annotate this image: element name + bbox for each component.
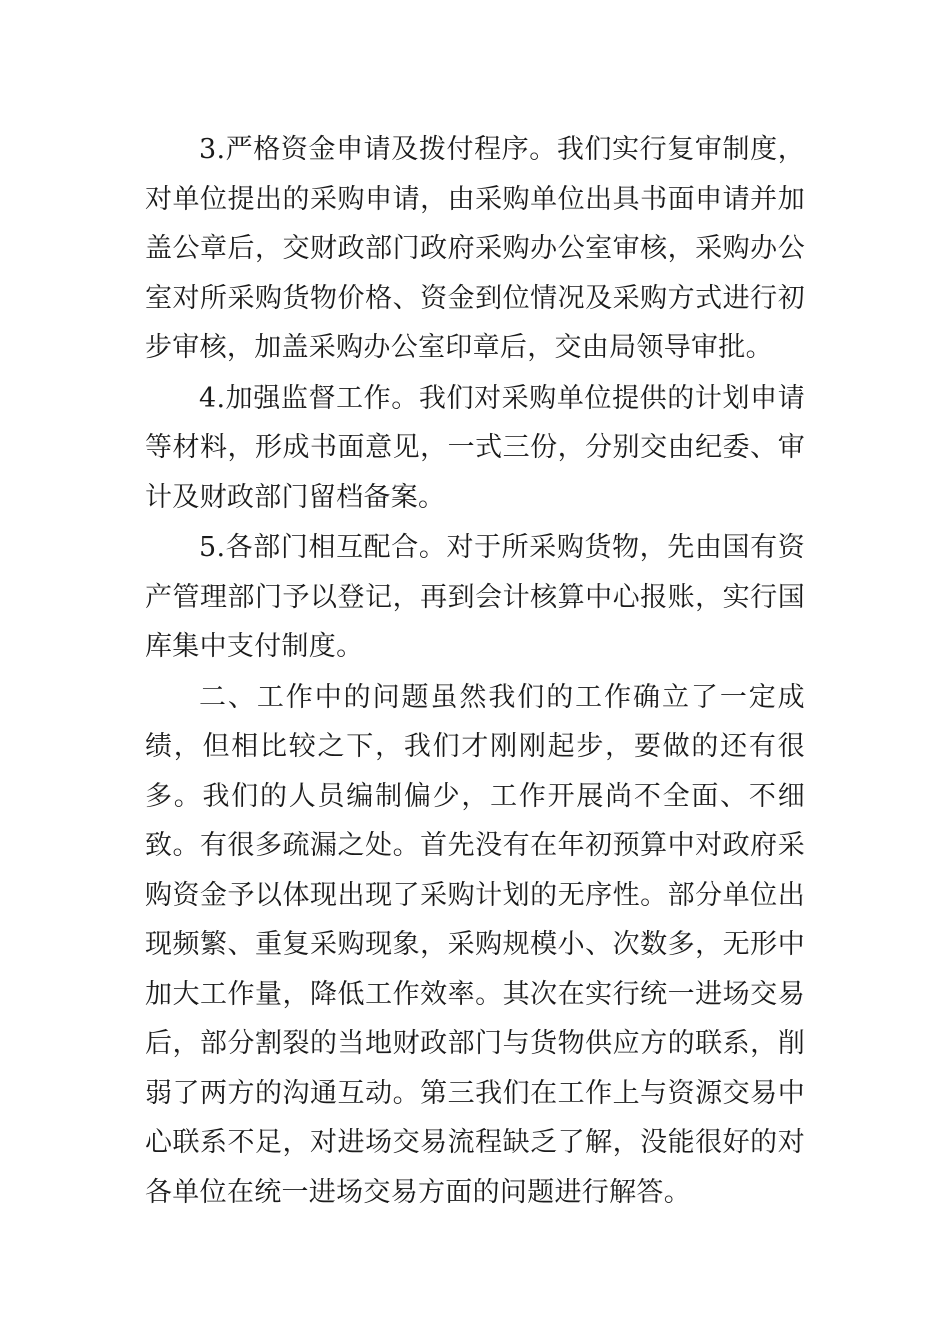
- document-body: [145, 125, 805, 1217]
- paragraph-supervision: 4.加强监督工作。我们对采购单位提供的计划申请等材料，形成书面意见，一式三份，分别交由纪委、审计及财政部门留档备案。: [145, 382, 805, 513]
- paragraph-fund-application: 3.严格资金申请及拨付程序。我们实行复审制度，对单位提出的采购申请，由采购单位出具书面申请并加盖公章后，交财政部门政府采购办公室审核，采购办公室对所采购货物价格、资金到位情况及采购方式进行初步审核，加盖采购办公室印章后，交由局领导审批。: [145, 134, 805, 363]
- paragraph-department-cooperation: 5.各部门相互配合。对于所采购货物，先由国有资产管理部门予以登记，再到会计核算中心报账，实行国库集中支付制度。: [145, 532, 805, 662]
- paragraph-work-problems: 二、工作中的问题虽然我们的工作确立了一定成绩，但相比较之下，我们才刚刚起步，要做的还有很多。我们的人员编制偏少，工作开展尚不全面、不细致。有很多疏漏之处。首先没有在年初预算中对政府采购资金予以体现出现了采购计划的无序性。部分单位出现频繁、重复采购现象，采购规模小、次数多，无形中加大工作量，降低工作效率。其次在实行统一进场交易后，部分割裂的当地财政部门与货物供应方的联系，削弱了两方的沟通互动。第三我们在工作上与资源交易中心联系不足，对进场交易流程缺乏了解，没能很好的对各单位在统一进场交易方面的问题进行解答。: [145, 681, 805, 1208]
